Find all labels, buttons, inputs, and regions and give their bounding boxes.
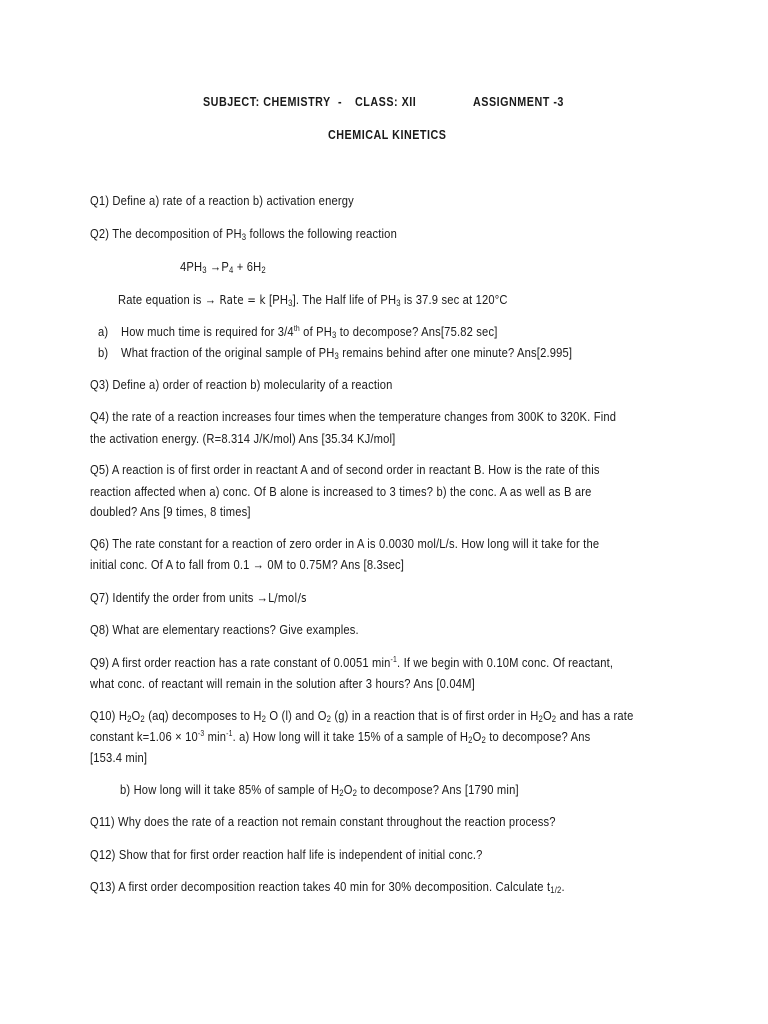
question-6-line-1: Q6) The rate constant for a reaction of zero order in A is 0.0030 mol/L/s. How long will it take for the — [90, 536, 600, 551]
question-5-line-1: Q5) A reaction is of first order in reactant A and of second order in reactant B. How is the rate of this — [90, 462, 600, 477]
subject-label: SUBJECT: CHEMISTRY — [203, 95, 331, 109]
question-3: Q3) Define a) order of reaction b) molecularity of a reaction — [90, 377, 393, 392]
question-13: Q13) A first order decomposition reaction takes 40 min for 30% decomposition. Calculate $t_{1/2}$. — [90, 879, 565, 895]
question-2b-label: b) — [98, 345, 109, 360]
question-1: Q1) Define a) rate of a reaction b) activation energy — [90, 193, 354, 208]
question-9-line-2: what conc. of reactant will remain in the solution after 3 hours? Ans [0.04M] — [90, 676, 475, 691]
question-10-line-2: constant $k=1.06 \times 10^{-3}$ $\min^{-1}$. a) How long will it take 15% of a sample of $H_2O_2$ to decompose? Ans — [90, 729, 591, 745]
question-4-line-1: Q4) the rate of a reaction increases four times when the temperature changes from 300K to 320K. Find — [90, 409, 617, 424]
question-7: Q7) Identify the order from units →L/mol/s — [90, 590, 307, 605]
question-2a-label: a) — [98, 324, 109, 339]
rate-equation: Rate equation is → Rate = k $[PH_3]$. The Half life of $PH_3$ is 37.9 sec at 120°C — [118, 292, 508, 308]
question-9-line-1: Q9) A first order reaction has a rate constant of 0.0051 $\min^{-1}$. If we begin with 0.10M conc. Of reactant, — [90, 655, 614, 670]
question-8: Q8) What are elementary reactions? Give examples. — [90, 622, 359, 637]
reaction-equation: $4PH_3 \to P_4 + 6H_2$ — [180, 259, 266, 275]
header-dash: - — [338, 95, 343, 109]
question-10b: b) How long will it take 85% of sample of $H_2O_2$ to decompose? Ans [1790 min] — [120, 782, 519, 798]
question-11: Q11) Why does the rate of a reaction not remain constant throughout the reaction process? — [90, 814, 556, 829]
question-2b: What fraction of the original sample of $PH_3$ remains behind after one minute? Ans[2.995] — [121, 345, 573, 361]
question-2: Q2) The decomposition of $PH_3$ follows the following reaction — [90, 226, 397, 242]
question-6-line-2: initial conc. Of A to fall from 0.1 → 0M to 0.75M? Ans [8.3sec] — [90, 557, 405, 572]
question-5-line-3: doubled? Ans [9 times, 8 times] — [90, 504, 251, 519]
question-10-line-3: [153.4 min] — [90, 750, 148, 765]
class-label: CLASS: XII — [355, 95, 417, 109]
question-4-line-2: the activation energy. (R=8.314 J/K/mol) Ans [35.34 KJ/mol] — [90, 431, 396, 446]
question-12: Q12) Show that for first order reaction half life is independent of initial conc.? — [90, 847, 483, 862]
page-title: CHEMICAL KINETICS — [328, 128, 447, 142]
question-5-line-2: reaction affected when a) conc. Of B alone is increased to 3 times? b) the conc. A as well as B are — [90, 484, 592, 499]
question-10-line-1: Q10) $H_2O_2$ (aq) decomposes to $H_2$ O (l) and $O_2$ (g) in a reaction that is of first order in $H_2O_2$ and has a rate — [90, 708, 634, 724]
question-2a: How much time is required for 3/4th of $PH_3$ to decompose? Ans[75.82 sec] — [121, 324, 498, 340]
assignment-label: ASSIGNMENT -3 — [473, 95, 564, 109]
